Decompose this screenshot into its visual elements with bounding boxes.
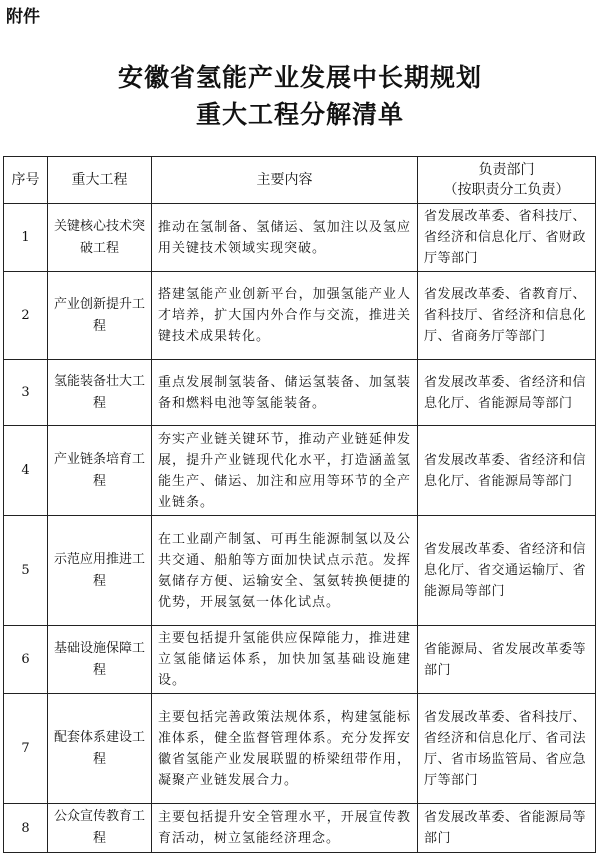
main-content: 搭建氢能产业创新平台，加强氢能产业人才培养，扩大国内外合作与交流，推进关键技术成果转化。: [152, 272, 418, 360]
table-row: [4, 204, 596, 272]
row-number: 8: [4, 804, 48, 853]
row-number: 5: [4, 516, 48, 626]
header-no: 序号: [4, 157, 48, 204]
table-row: [4, 804, 596, 853]
document-title-line1: 安徽省氢能产业发展中长期规划: [117, 63, 482, 92]
engineering-name: 关键核心技术突破工程: [48, 204, 152, 272]
responsible-dept: 省发展改革委、省教育厅、省科技厅、省经济和信息化厅、省商务厅等部门: [418, 272, 596, 360]
engineering-name: 产业链条培育工程: [48, 426, 152, 516]
row-number: 1: [4, 204, 48, 272]
engineering-name: 公众宣传教育工程: [48, 804, 152, 853]
row-number: 2: [4, 272, 48, 360]
table-row: [4, 272, 596, 360]
responsible-dept: 省发展改革委、省能源局等部门: [418, 804, 596, 853]
main-content: 重点发展制氢装备、储运氢装备、加氢装备和燃料电池等氢能装备。: [152, 360, 418, 426]
engineering-name: 配套体系建设工程: [48, 694, 152, 804]
engineering-name: 基础设施保障工程: [48, 626, 152, 694]
table-row: [4, 694, 596, 804]
table-header-row: [4, 157, 596, 204]
engineering-name: 示范应用推进工程: [48, 516, 152, 626]
main-content: 夯实产业链关键环节，推动产业链延伸发展，提升产业链现代化水平，打造涵盖氢能生产、储运、加注和应用等环节的全产业链条。: [152, 426, 418, 516]
responsible-dept: 省发展改革委、省经济和信息化厅、省能源局等部门: [418, 360, 596, 426]
engineering-name: 氢能装备壮大工程: [48, 360, 152, 426]
header-dept-title: 负责部门: [478, 162, 535, 178]
engineering-name: 产业创新提升工程: [48, 272, 152, 360]
row-number: 4: [4, 426, 48, 516]
main-content: 推动在氢制备、氢储运、氢加注以及氢应用关键技术领域实现突破。: [152, 204, 418, 272]
responsible-dept: 省能源局、省发展改革委等部门: [418, 626, 596, 694]
header-dept-subtitle: （按职责分工负责）: [443, 182, 570, 198]
table-row: [4, 516, 596, 626]
responsible-dept: 省发展改革委、省经济和信息化厅、省能源局等部门: [418, 426, 596, 516]
header-engineering: 重大工程: [48, 157, 152, 204]
row-number: 6: [4, 626, 48, 694]
main-content: 主要包括完善政策法规体系，构建氢能标准体系，健全监督管理体系。充分发挥安徽省氢能产业发展联盟的桥梁纽带作用，凝聚产业链发展合力。: [152, 694, 418, 804]
header-dept: [418, 157, 596, 204]
row-number: 3: [4, 360, 48, 426]
responsible-dept: 省发展改革委、省科技厅、省经济和信息化厅、省司法厅、省市场监管局、省应急厅等部门: [418, 694, 596, 804]
responsible-dept: 省发展改革委、省科技厅、省经济和信息化厅、省财政厅等部门: [418, 204, 596, 272]
main-content: 在工业副产制氢、可再生能源制氢以及公共交通、船舶等方面加快试点示范。发挥氨储存方便、运输安全、氢氨转换便捷的优势，开展氢氨一体化试点。: [152, 516, 418, 626]
table-row: [4, 426, 596, 516]
attachment-label: 附件: [6, 7, 40, 27]
project-breakdown-table: [3, 156, 596, 853]
header-content: 主要内容: [152, 157, 418, 204]
responsible-dept: 省发展改革委、省经济和信息化厅、省交通运输厅、省能源局等部门: [418, 516, 596, 626]
table-row: [4, 360, 596, 426]
row-number: 7: [4, 694, 48, 804]
table-row: [4, 626, 596, 694]
main-content: 主要包括提升氢能供应保障能力，推进建立氢能储运体系，加快加氢基础设施建设。: [152, 626, 418, 694]
main-content: 主要包括提升安全管理水平，开展宣传教育活动，树立氢能经济理念。: [152, 804, 418, 853]
document-title-line2: 重大工程分解清单: [195, 100, 404, 129]
